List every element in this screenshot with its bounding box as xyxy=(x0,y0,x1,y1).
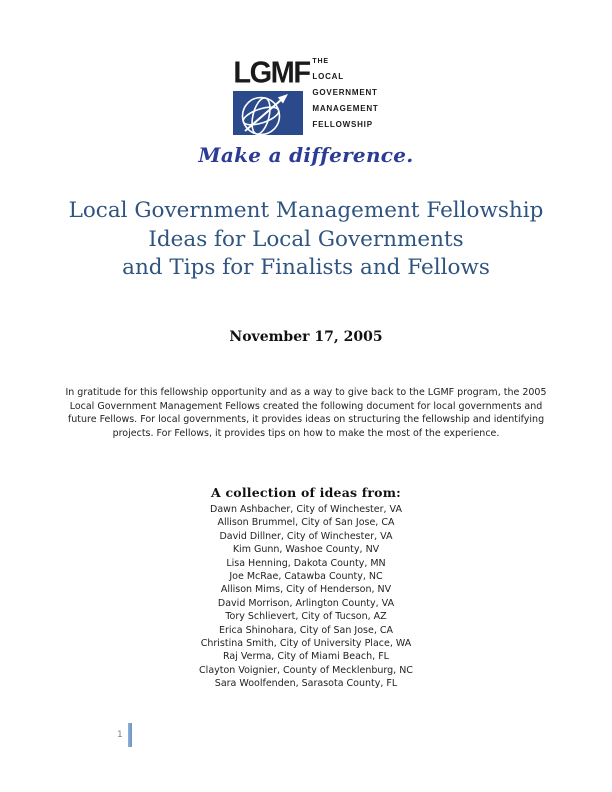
contributor-line: David Dillner, City of Winchester, VA xyxy=(219,530,393,542)
contributor-line: Lisa Henning, Dakota County, MN xyxy=(226,557,386,569)
footer-accent-bar xyxy=(128,723,132,747)
contributor-line: David Morrison, Arlington County, VA xyxy=(217,597,395,609)
logo-word: LOCAL xyxy=(312,72,344,81)
intro-paragraph: In gratitude for this fellowship opportunity and as a way to give back to the LGMF program, the 2005 Local Government Management Fellows created the following document for local governments and future Fellows. For local governments, it provides ideas on structuring the fellowship and identifying projects. For Fellows, it provides tips on how to make the most of the experience. xyxy=(65,387,547,439)
contributor-line: Dawn Ashbacher, City of Winchester, VA xyxy=(210,504,402,515)
lgmf-logo-left xyxy=(233,55,310,135)
contributor-line: Tory Schlievert, City of Tucson, AZ xyxy=(225,611,387,623)
contributor-line: Allison Mims, City of Henderson, NV xyxy=(220,584,392,596)
contributor-line: Raj Verma, City of Miami Beach, FL xyxy=(223,651,389,663)
contributor-line: Erica Shinohara, City of San Jose, CA xyxy=(218,624,394,636)
lgmf-logo xyxy=(0,55,612,167)
document-title-line: and Tips for Finalists and Fellows xyxy=(122,255,490,280)
logo-word: GOVERNMENT xyxy=(312,88,378,97)
contributor-line: Joe McRae, Catawba County, NC xyxy=(229,571,383,583)
document-date: November 17, 2005 xyxy=(229,329,383,345)
lgmf-wordmark xyxy=(312,55,378,133)
document-title xyxy=(0,197,612,283)
lgmf-logo-lockup xyxy=(233,55,378,135)
lgmf-acronym: LGMF xyxy=(233,56,310,90)
contributor-line: Sara Woolfenden, Sarasota County, FL xyxy=(214,678,398,690)
contributors-list xyxy=(0,503,612,691)
document-title-line: Local Government Management Fellowship xyxy=(68,198,544,223)
contributor-line: Kim Gunn, Washoe County, NV xyxy=(232,544,380,556)
logo-word: MANAGEMENT xyxy=(312,104,379,113)
contributor-line: Christina Smith, City of University Place, WA xyxy=(200,638,412,650)
page-footer xyxy=(117,722,132,748)
page-number: 1 xyxy=(117,730,123,740)
globe-with-arrow-icon xyxy=(233,91,303,135)
contributor-line: Clayton Voignier, County of Mecklenburg, NC xyxy=(199,664,413,676)
logo-tagline: Make a difference. xyxy=(198,143,414,167)
collection-heading: A collection of ideas from: xyxy=(211,485,401,500)
document-title-line: Ideas for Local Governments xyxy=(148,226,464,252)
contributor-line: Allison Brummel, City of San Jose, CA xyxy=(217,517,395,529)
logo-word: THE xyxy=(312,58,329,65)
logo-word: FELLOWSHIP xyxy=(312,120,373,129)
